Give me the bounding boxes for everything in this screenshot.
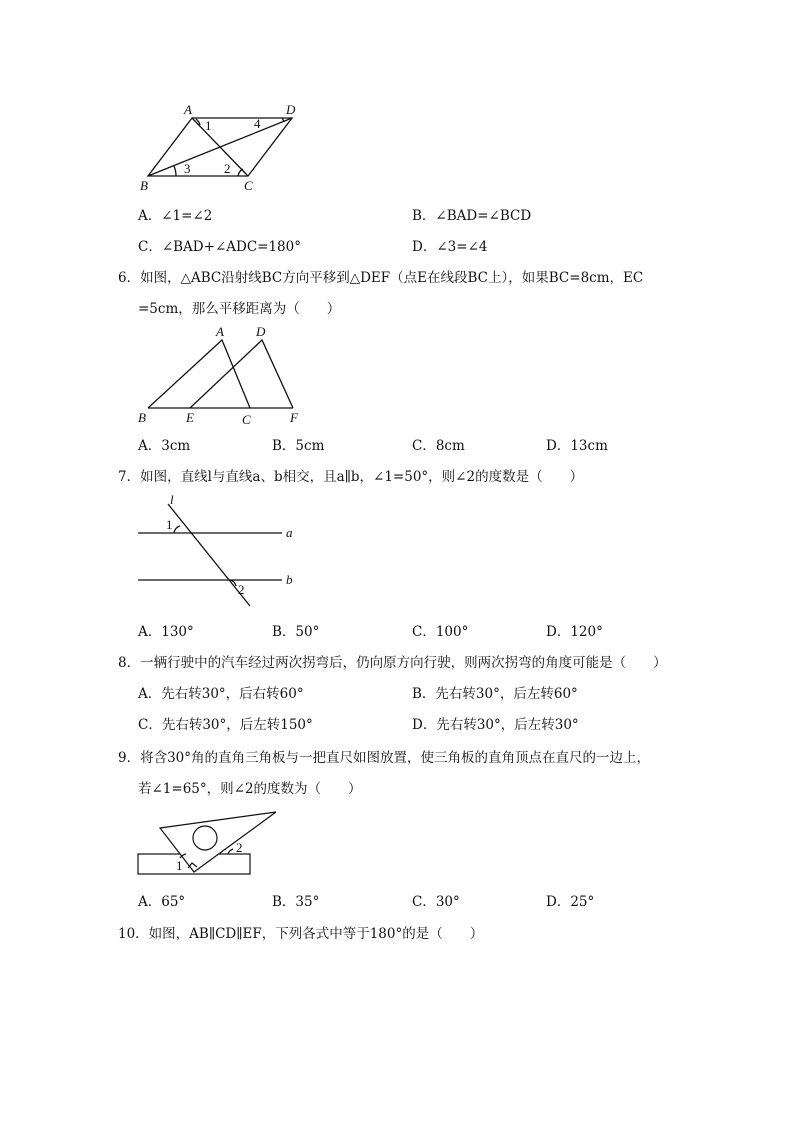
q5-option-a: A．∠1=∠2	[138, 208, 213, 224]
q9-stem-line1: 9．将含30°角的直角三角板与一把直尺如图放置，使三角板的直角顶点在直尺的一边上，	[118, 750, 651, 766]
q6-label-B: B	[138, 410, 146, 425]
q5-label-C: C	[244, 178, 253, 193]
q9-option-c: C．30°	[412, 894, 460, 910]
q7-angle-2: 2	[238, 582, 245, 597]
q6-option-c: C．8cm	[412, 438, 465, 454]
q5-label-B: B	[140, 178, 148, 193]
q9-option-a: A．65°	[138, 894, 186, 910]
q7-stem-line1: 7．如图，直线l与直线a、b相交，且a∥b，∠1=50°，则∠2的度数是（ ）	[118, 469, 584, 485]
q7-figure	[130, 492, 310, 610]
q9-angle-1: 1	[176, 858, 183, 873]
q6-option-b: B．5cm	[272, 438, 325, 454]
q8-option-c: C．先右转30°，后左转150°	[138, 717, 313, 733]
q7-label-b: b	[286, 572, 293, 587]
q9-figure	[130, 806, 290, 882]
q6-stem-line1: 6．如图，△ABC沿射线BC方向平移到△DEF（点E在线段BC上），如果BC=8cm，EC	[118, 270, 644, 286]
q8-option-b: B．先右转30°，后左转60°	[412, 686, 578, 702]
q5-angle-3: 3	[184, 161, 191, 176]
q9-option-d: D．25°	[546, 894, 595, 910]
q5-angle-4: 4	[254, 116, 261, 131]
q5-option-c: C．∠BAD+∠ADC=180°	[138, 239, 301, 255]
q8-option-d: D．先右转30°，后左转30°	[412, 717, 579, 733]
q5-angle-1: 1	[205, 118, 212, 133]
q6-label-E: E	[186, 410, 194, 425]
q6-label-A: A	[216, 324, 224, 339]
q6-label-F: F	[290, 410, 298, 425]
q5-option-b: B．∠BAD=∠BCD	[412, 208, 532, 224]
q5-label-A: A	[184, 102, 192, 117]
q10-stem-line1: 10．如图，AB∥CD∥EF，下列各式中等于180°的是（ ）	[118, 926, 484, 942]
q7-option-a: A．130°	[138, 624, 194, 640]
q7-angle-1: 1	[166, 517, 173, 532]
q5-label-D: D	[286, 102, 296, 117]
q5-angle-2: 2	[224, 161, 231, 176]
q9-angle-2: 2	[236, 840, 243, 855]
q7-option-d: D．120°	[546, 624, 603, 640]
q5-option-d: D．∠3=∠4	[412, 239, 488, 255]
q7-option-b: B．50°	[272, 624, 320, 640]
q7-label-l: l	[170, 492, 174, 507]
q5-figure	[130, 98, 320, 198]
q6-figure	[130, 322, 310, 430]
q6-option-a: A．3cm	[138, 438, 191, 454]
q8-option-a: A．先右转30°，后右转60°	[138, 686, 304, 702]
q6-label-C: C	[242, 412, 251, 427]
q6-stem-line2: =5cm，那么平移距离为（ ）	[138, 301, 341, 317]
q9-option-b: B．35°	[272, 894, 320, 910]
q6-label-D: D	[256, 324, 266, 339]
q7-label-a: a	[286, 525, 293, 540]
q6-option-d: D．13cm	[546, 438, 608, 454]
q7-option-c: C．100°	[412, 624, 469, 640]
q9-stem-line2: 若∠1=65°，则∠2的度数为（ ）	[138, 781, 362, 797]
q8-stem-line1: 8．一辆行驶中的汽车经过两次拐弯后，仍向原方向行驶，则两次拐弯的角度可能是（ ）	[118, 655, 667, 671]
